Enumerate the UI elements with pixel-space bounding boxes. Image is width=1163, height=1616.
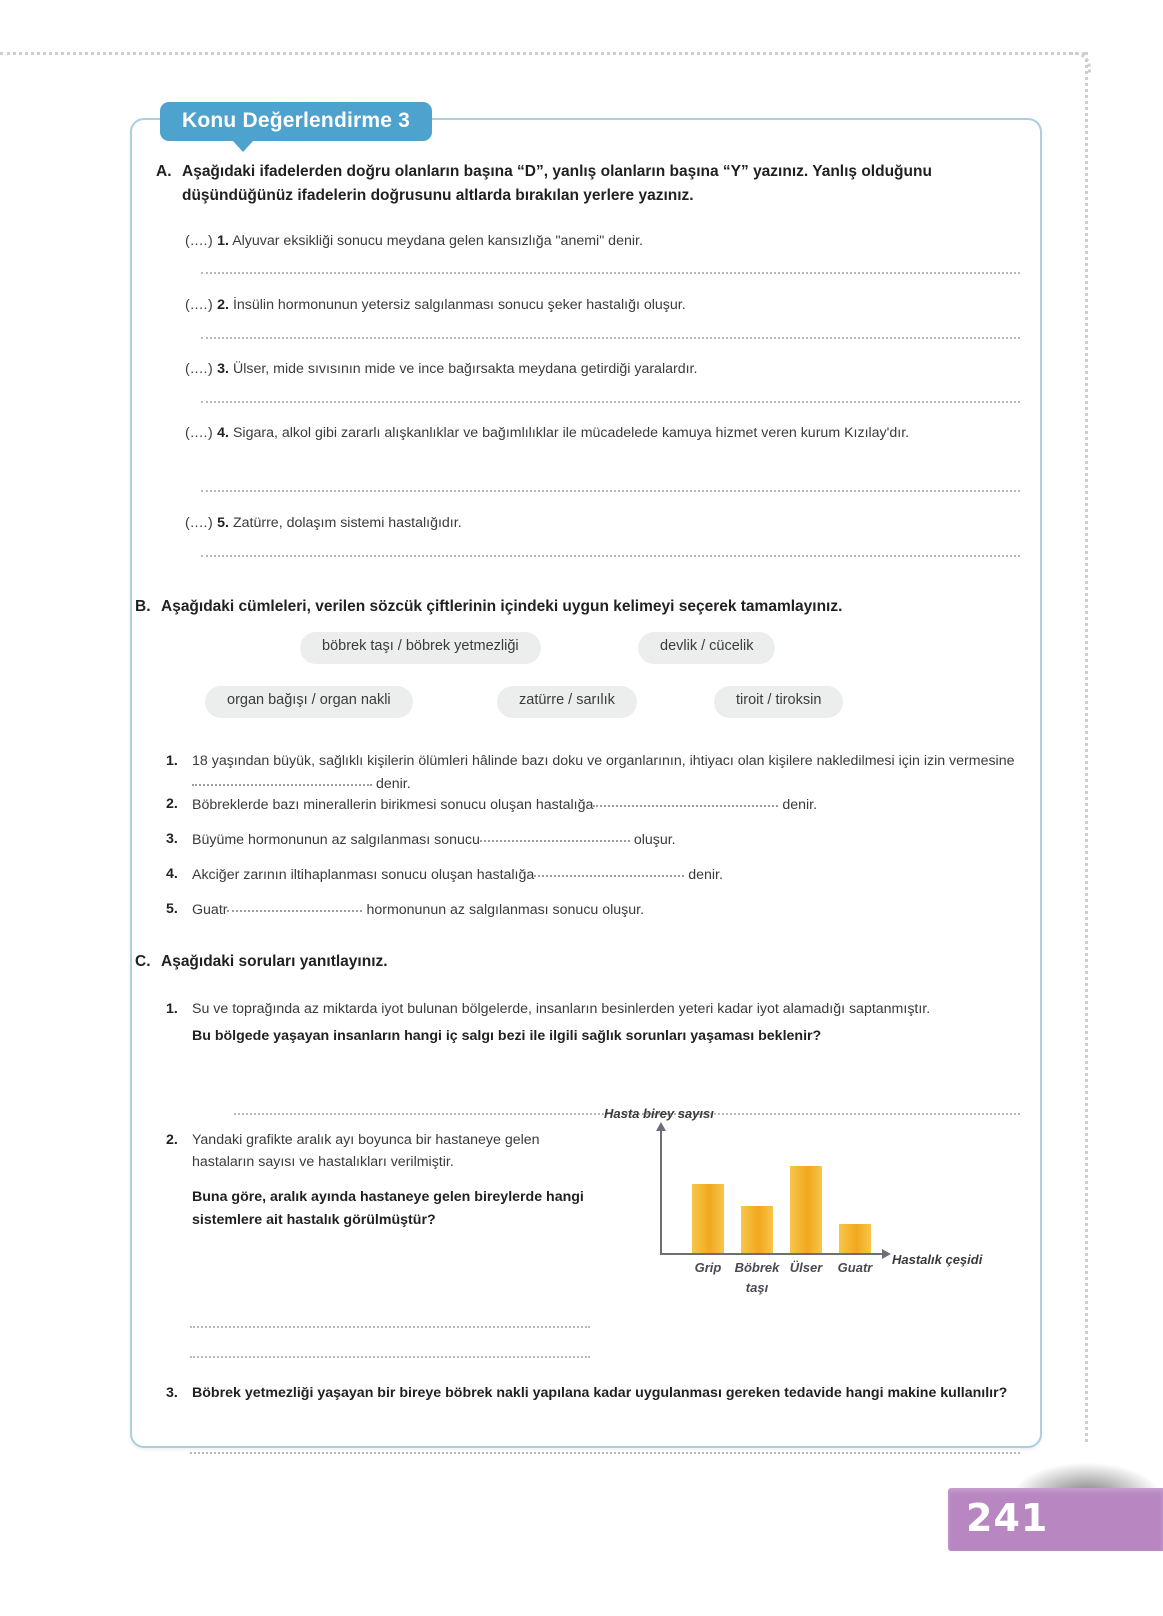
item-intro: Yandaki grafikte aralık ayı boyunca bir hastaneye gelen hastaların sayısı ve hastalıkları verilmiştir. [192,1132,540,1171]
worksheet-title-tab [160,102,432,141]
list-item [185,513,1020,534]
item-body [192,828,676,851]
item-number: 4. [217,425,230,441]
chart-x-axis [660,1253,882,1255]
answer-paren[interactable]: (....) [185,233,214,249]
answer-line[interactable] [190,1452,1020,1454]
item-body [192,898,644,921]
item-text: İnsülin hormonunun yetersiz salgılanması sonucu şeker hastalığı oluşur. [232,297,686,313]
item-text-before: Böbreklerde bazı minerallerin birikmesi sonucu oluşan hastalığa [192,797,594,813]
answer-paren[interactable]: (....) [185,361,214,377]
answer-paren[interactable]: (....) [185,425,214,441]
chart-category-label: Ülser [789,1260,823,1275]
item-question: Böbrek yetmezliği yaşayan bir bireye böbrek nakli yapılana kadar uygulanması gereken tedavide hangi makine kullanılır? [192,1385,1008,1401]
item-text-before: Akciğer zarının iltihaplanması sonucu oluşan hastalığa [192,867,535,883]
section-c-heading: Aşağıdaki soruları yanıtlayınız. [161,953,388,970]
answer-line[interactable] [190,1356,590,1358]
list-item [166,750,1016,796]
list-item [166,793,1016,816]
item-number: 5. [217,515,230,531]
fill-blank[interactable] [534,863,684,877]
item-number: 4. [166,866,178,882]
answer-paren[interactable]: (....) [185,297,214,313]
fill-blank[interactable] [593,793,778,807]
item-number: 2. [166,1132,178,1148]
word-chip[interactable]: devlik / cücelik [638,632,775,664]
chart-y-axis-label: Hasta birey sayısı [604,1106,714,1121]
item-number: 3. [166,1385,178,1401]
list-item [166,1129,596,1232]
list-item [185,295,1020,316]
answer-line[interactable] [201,272,1020,274]
item-question: Bu bölgede yaşayan insanların hangi iç salgı bezi ile ilgili sağlık sorunları yaşaması beklenir? [192,1028,822,1045]
section-b-header [135,595,1020,619]
fill-blank[interactable] [480,828,630,842]
list-item [166,898,1016,921]
item-text-after: denir. [375,776,411,793]
answer-line[interactable] [201,555,1020,557]
word-chip[interactable]: organ bağışı / organ nakli [205,686,413,718]
section-b-heading: Aşağıdaki cümleleri, verilen sözcük çiftlerinin içindeki uygun kelimeyi seçerek tamamlayınız. [161,598,843,615]
chart-bar-grip [692,1184,724,1253]
item-body [192,750,1016,796]
item-text-after: oluşur. [633,832,676,848]
item-text: Ülser, mide sıvısının mide ve ince bağırsakta meydana getirdiği yaralardır. [232,361,698,377]
item-text: Sigara, alkol gibi zararlı alışkanlıklar ve bağımlılıklar ile mücadelede kamuya hizmet veren kurum Kızılay'dır. [232,425,910,441]
list-item [185,231,1020,252]
item-number: 1. [166,1001,178,1017]
answer-paren[interactable]: (....) [185,515,214,531]
item-number: 2. [217,297,230,313]
item-text: Alyuvar eksikliği sonucu meydana gelen kansızlığa "anemi" denir. [232,233,643,249]
item-text-after: denir. [782,797,818,813]
chart-category-sublabel: taşı [745,1280,769,1295]
page-number-badge [948,1488,1163,1551]
answer-line[interactable] [201,490,1020,492]
word-chip[interactable]: zatürre / sarılık [497,686,637,718]
list-item [185,423,1020,444]
chart-bar-ulser [790,1166,822,1253]
section-c-letter: C. [135,953,151,970]
item-text-after: hormonunun az salgılanması sonucu oluşur. [366,902,645,918]
page-title: Konu Değerlendirme 3 [182,109,411,132]
item-body [192,1129,592,1232]
page-frame-top-border [0,52,1085,55]
item-body [192,793,817,816]
page-number: 241 [966,1496,1049,1540]
section-a-letter: A. [156,163,172,180]
item-number: 5. [166,901,178,917]
chart-bar-bobrek-tasi [741,1206,773,1253]
chart-plot-area [660,1130,890,1295]
section-a-heading: Aşağıdaki ifadelerden doğru olanların başına “D”, yanlış olanların başına “Y” yazınız. Yanlış olduğunu düşündüğünüz ifadelerin doğrusunu altlarda bırakılan yerlere yazınız. [182,163,932,204]
answer-line[interactable] [201,401,1020,403]
word-chip[interactable]: tiroit / tiroksin [714,686,843,718]
list-item [166,1382,1021,1404]
item-text-before: Guatr [192,902,228,918]
chart-category-label: Böbrek [734,1260,780,1275]
fill-blank[interactable] [227,898,362,912]
section-b-letter: B. [135,598,151,615]
patient-count-bar-chart [600,1106,1015,1311]
item-text: Zatürre, dolaşım sistemi hastalığıdır. [232,515,462,531]
chart-category-label: Guatr [837,1260,873,1275]
chart-bar-guatr [839,1224,871,1253]
section-a-header [156,160,1018,207]
list-item [166,998,1021,1048]
list-item [185,359,1020,380]
item-number: 3. [217,361,230,377]
list-item [166,863,1016,886]
item-body [192,863,723,886]
item-text-before: Büyüme hormonunun az salgılanması sonucu [192,832,480,848]
item-question: Buna göre, aralık ayında hastaneye gelen bireylerde hangi sistemlere ait hastalık görülmüştür? [192,1188,584,1228]
item-text-after: denir. [688,867,723,883]
item-intro: Su ve toprağında az miktarda iyot bulunan bölgelerde, insanların besinlerden yeteri kadar iyot alamadığı saptanmıştır. [192,1001,931,1017]
item-number: 2. [166,796,178,812]
word-chip[interactable]: böbrek taşı / böbrek yetmezliği [300,632,541,664]
item-text-before: 18 yaşından büyük, sağlıklı kişilerin ölümleri hâlinde bazı doku ve organlarının, ihtiyacı olan kişilere nakledilmesi için izin vermesine [192,753,1015,769]
item-number: 3. [166,831,178,847]
chart-y-axis [660,1130,662,1255]
item-number: 1. [217,233,230,249]
chart-category-label: Grip [694,1260,722,1275]
list-item [166,828,1016,851]
fill-blank[interactable] [192,772,372,786]
chart-x-axis-label: Hastalık çeşidi [892,1252,983,1267]
page-frame-right-border [1085,52,1088,1442]
section-c-header [135,950,1020,974]
item-number: 1. [166,753,178,769]
item-body [192,998,1014,1048]
answer-line[interactable] [201,337,1020,339]
answer-line[interactable] [190,1326,590,1328]
